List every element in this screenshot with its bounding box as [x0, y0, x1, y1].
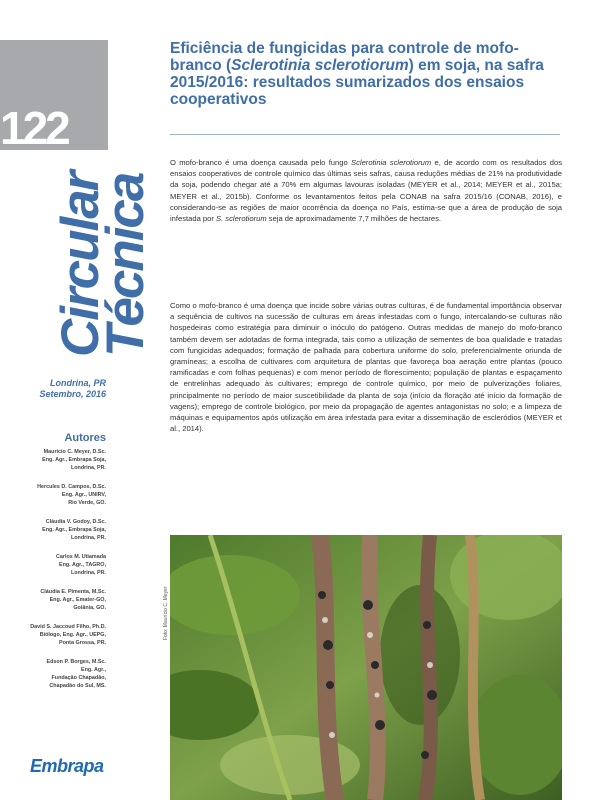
author-entry: Hercules D. Campos, D.Sc. Eng. Agr., UNIRV, Rio Verde, GO.	[37, 484, 106, 506]
publication-date: Setembro, 2016	[39, 389, 106, 399]
paragraph-text: e, de acordo com os resultados dos ensaios cooperativos de controle químico das últimas seis safras, causa reduções médias de 21% na produtividade da soja, podendo chegar até a 70% em algumas lavouras isoladas (MEYER et al., 2014; MEYER et al., 2015a; MEYER et al., 2015b). Conforme os levantamentos feitos pela CONAB na safra 2015/16 (CONAB, 2016), e considerando-se as regiões de maior ocorrência da doença no País, estima-se que a área de produção de soja infestada por	[170, 158, 562, 224]
body-paragraph-1	[170, 157, 562, 224]
author-entry: Cláudia V. Godoy, D.Sc. Eng. Agr., Embrapa Soja, Londrina, PR.	[42, 519, 106, 541]
series-title-line-1: Circular	[51, 172, 110, 357]
title-text-2: ) em soja, na safra 2015/2016: resultados sumarizados dos ensaios cooperativos	[170, 57, 544, 108]
issue-number: 122	[0, 102, 68, 154]
author-entry: Carlos M. Utiamada Eng. Agr., TAGRO, Londrina, PR.	[55, 554, 106, 576]
paragraph-text: seja de aproximadamente 7,7 milhões de hectares.	[266, 214, 441, 224]
document-title	[170, 40, 560, 108]
soybean-stems-photo	[170, 535, 562, 800]
title-species: Sclerotinia sclerotiorum	[231, 57, 409, 74]
authors-list	[0, 448, 106, 701]
place-date	[0, 378, 106, 400]
species-name: S. sclerotiorum	[216, 214, 267, 224]
author-entry: Edson P. Borges, M.Sc. Eng. Agr., Fundação Chapadão, Chapadão do Sul, MS.	[46, 659, 106, 689]
publication-place: Londrina, PR	[50, 378, 106, 388]
author-entry: Maurício C. Meyer, D.Sc. Eng. Agr., Embrapa Soja, Londrina, PR.	[42, 449, 106, 471]
authors-heading: Autores	[64, 432, 106, 444]
embrapa-logo: Embrapa	[30, 756, 104, 776]
species-name: Sclerotinia sclerotiorum	[351, 158, 432, 167]
photo-illustration	[170, 535, 562, 800]
series-title-line-2: Técnica	[96, 173, 155, 357]
title-text-1: Eficiência de fungicidas para controle de mofo-branco (	[170, 40, 519, 74]
paragraph-text: O mofo-branco é uma doença causada pelo fungo	[170, 158, 352, 167]
author-entry: David S. Jaccoud Filho, Ph.D. Biólogo, Eng. Agr., UEPG, Ponta Grossa, PR.	[30, 624, 106, 646]
body-paragraph-2: Como o mofo-branco é uma doença que incide sobre várias outras culturas, é de fundamental importância observar a sequência de cultivos na sucessão de culturas em áreas infestadas com o fungo, intercalando-se culturas não hospedeiras como estratégia para diminuir o inóculo do patógeno. Outras medidas de manejo do mofo-branco também devem ser adotadas de forma integrada, tais como a utilização de sementes de boa qualidade e tratadas com fungicidas adequados; formação de palhada para cobertura uniforme do solo, preferencialmente oriunda de gramíneas; a escolha de cultivares com arquitetura de plantas que favoreça boa aeração entre plantas (pouco ramificadas e com folhas pequenas) e com menor período de florescimento; população de plantas e espaçamento de entrelinhas adequado às cultivares; emprego de controle químico, por meio de pulverizações foliares, principalmente no período de maior suscetibilidade da planta de soja (início da floração até início da formação de vagens); emprego de controle biológico, por meio da propagação de agentes antagonistas no solo; e a limpeza de máquinas e equipamentos após utilização em área infestada para evitar a disseminação de escleródios (MEYER et al., 2014).	[170, 301, 562, 434]
author-entry: Cláudia E. Pimenta, M.Sc. Eng. Agr., Emater-GO, Goiânia, GO.	[40, 589, 106, 611]
photo-credit: Foto: Maurício C. Meyer	[163, 586, 169, 640]
title-divider	[170, 134, 560, 135]
series-title	[51, 172, 155, 357]
